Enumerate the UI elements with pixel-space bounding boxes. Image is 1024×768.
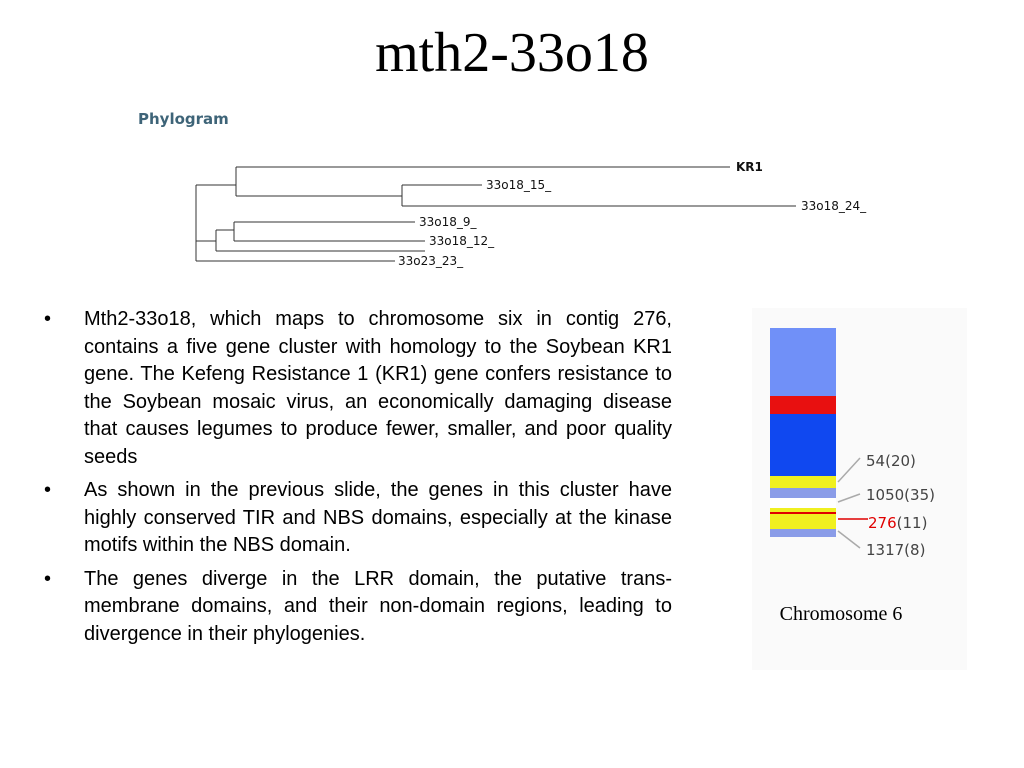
bullet-item <box>44 477 672 560</box>
bullet-icon: • <box>44 567 52 590</box>
leaf-label: 33o18_12_ <box>429 234 495 248</box>
chromosome-caption: Chromosome 6 <box>779 603 903 625</box>
contig-count: (11) <box>896 514 928 532</box>
bullet-text: Mth2-33o18, which maps to chromosome six in contig 276, contains a five gene cluster with homology to the Soybean KR1 gene. The Kefeng Resistance 1 (KR1) gene confers resistance to the Soybean mosaic virus, an economically damaging disease that causes legumes to produce fewer, smaller, and poor quality seeds <box>84 308 672 468</box>
chromosome-band-label: 1317(8) <box>866 541 926 559</box>
leaf-label: 33o23_23_ <box>398 254 464 268</box>
chromosome-band-label: 54(20) <box>866 452 916 470</box>
chromosome-bar <box>770 328 836 537</box>
chromosome-band-label-highlight <box>868 514 927 532</box>
leaf-label-kr1: KR1 <box>736 160 763 174</box>
leaf-label: 33o18_15_ <box>486 178 552 192</box>
bullet-text: As shown in the previous slide, the genes in this cluster have highly conserved TIR and NBS domains, especially at the kinase motifs within the NBS domain. <box>84 479 672 556</box>
phylogram-tree <box>130 100 890 275</box>
phylogram-heading: Phylogram <box>138 110 229 128</box>
bullet-item <box>44 306 672 471</box>
chromosome-band-label: 1050(35) <box>866 486 935 504</box>
bullet-list <box>44 306 672 654</box>
contig-label: 276 <box>868 514 897 532</box>
leaf-label: 33o18_9_ <box>419 215 477 229</box>
bullet-text: The genes diverge in the LRR domain, the putative trans-membrane domains, and their non-domain regions, leading to divergence in their phylogenies. <box>84 567 672 645</box>
bullet-icon: • <box>44 308 52 330</box>
bullet-item <box>44 566 672 649</box>
slide-title: mth2-33o18 <box>375 22 649 84</box>
leaf-label: 33o18_24_ <box>801 199 867 213</box>
bullet-icon: • <box>44 479 52 501</box>
